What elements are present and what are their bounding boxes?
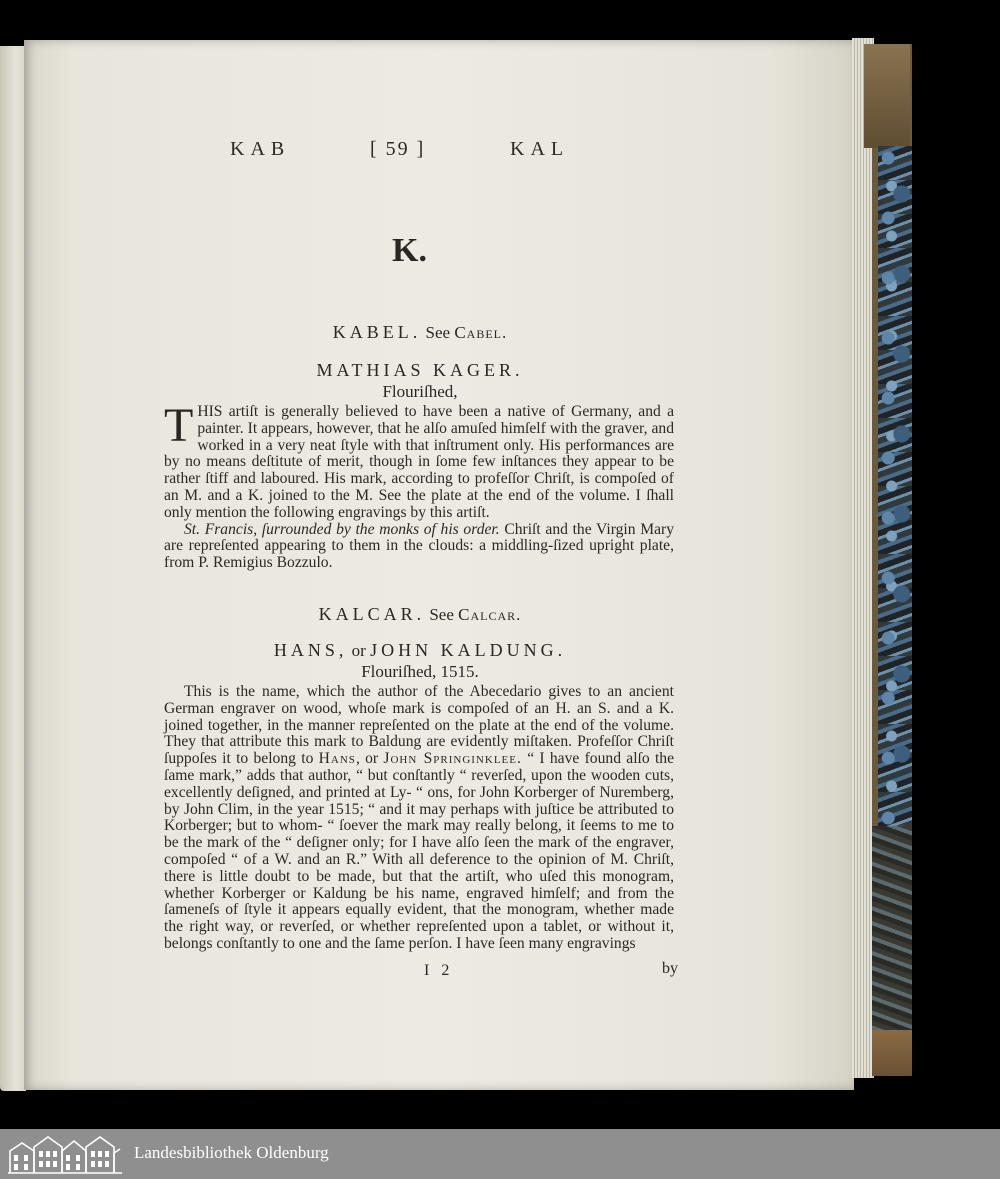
entry-name: MATHIAS KAGER. bbox=[316, 360, 524, 380]
signature-mark: I 2 bbox=[424, 962, 454, 979]
kaldung-part2: With all deference to the opinion of M. Chriſt, there is little doubt to be made, but that the artiſt, who uſed this monogram, whether Korberger or Kaldung be his name, engraved himſelf; and from the ſameneſs of ſtyle it appears equally evident, that the monogram, whether made the right way, or reverſed, or whether repreſented upon a tablet, or without it, belongs conſtantly to one and the ſame perſon. I have ſeen many engravings bbox=[164, 850, 674, 952]
cover-leather-bottom bbox=[872, 1030, 912, 1076]
kager-body: HIS artiſt is generally believed to have been a native of Germany, and a painter. It appears, however, that he alſo amuſed himſelf with the graver, and worked in a very neat ſtyle with that inſtrument only. His performances are by no means deſtitute of merit, though in ſome few inſtances they appear to be rather ſtiff and laboured. His mark, according to profeſſor Chriſt, is compoſed of an M. and a K. joined to the M. See the plate at the end of the volume. I ſhall only mention the following engravings by this artiſt. bbox=[164, 403, 674, 521]
catchword: by bbox=[662, 960, 678, 977]
page-edges bbox=[852, 38, 874, 1078]
flourished-label: Flouriſhed, 1515. bbox=[361, 662, 479, 681]
work-title: St. Francis, ſurrounded by the monks of his order. bbox=[184, 520, 500, 538]
see-label: See bbox=[425, 323, 451, 342]
page-number: [ 59 ] bbox=[370, 138, 426, 160]
kaldung-entry-text bbox=[164, 684, 674, 953]
kager-entry-text bbox=[164, 399, 674, 572]
entry-name: KABEL. bbox=[332, 322, 422, 342]
name-hans: Hans bbox=[318, 750, 356, 768]
flourished-label: Flouriſhed, bbox=[382, 382, 458, 401]
running-head bbox=[230, 138, 590, 168]
or-label: or bbox=[351, 641, 366, 660]
left-page-edge bbox=[0, 46, 26, 1091]
entry-heading-kager bbox=[160, 360, 680, 381]
name-springinklee: John Springinklee. bbox=[383, 750, 522, 768]
drop-cap: T bbox=[164, 399, 194, 452]
running-head-left: KAB bbox=[230, 138, 291, 160]
kaldung-part1: This is the name, which the author of the Abecedario gives to an ancient German engraver on wood, whoſe mark is compoſed of an H. an S. and a K. joined together, in the manner repreſented on the plate at the end of the volume. They that attribute this mark to Baldung are evidently miſtaken. Profeſſor Chriſt ſuppoſes it to belong to bbox=[164, 683, 674, 768]
library-building-icon bbox=[8, 1133, 122, 1175]
entry-heading-kalcar bbox=[160, 604, 680, 625]
see-label: See bbox=[429, 605, 454, 624]
cross-reference: Cabel. bbox=[454, 323, 508, 342]
section-letter: K. bbox=[392, 232, 427, 269]
cross-reference: Calcar. bbox=[458, 605, 522, 624]
marbled-cover bbox=[878, 146, 912, 826]
entry-heading-kabel bbox=[160, 322, 680, 343]
entry-name-first: HANS, bbox=[273, 640, 348, 660]
entry-name-last: JOHN KALDUNG. bbox=[370, 640, 567, 660]
or-text: , or bbox=[355, 750, 384, 768]
library-name[interactable]: Landesbibliothek Oldenburg bbox=[134, 1143, 329, 1162]
entry-name: KALCAR. bbox=[318, 604, 426, 624]
christ-quote: “ I have found alſo the ſame mark,” adds that author, “ but conſtantly “ reverſed, upon the wooden cuts, excellently deſigned, and printed at Ly- “ ons, for John Korberger of Nuremberg, by John Clim, in the year 1515; “ and it may perhaps with juſtice be attributed to Korberger; but to whom- “ ſoever the mark may really belong, it ſeems to me to be the mark of the “ deſigner only; for I have alſo ſeen the mark of the engraver, compoſed “ of a W. and an R.” bbox=[164, 750, 674, 868]
running-head-right: KAL bbox=[510, 138, 570, 160]
footer-bar bbox=[0, 1129, 1000, 1179]
work-description: Chriſt and the Virgin Mary are repreſented appearing to them in the clouds: a middling-ſized upright plate, from P. Remigius Bozzulo. bbox=[164, 520, 674, 572]
entry-heading-kaldung bbox=[160, 640, 680, 661]
cover-leather-top bbox=[864, 44, 910, 148]
